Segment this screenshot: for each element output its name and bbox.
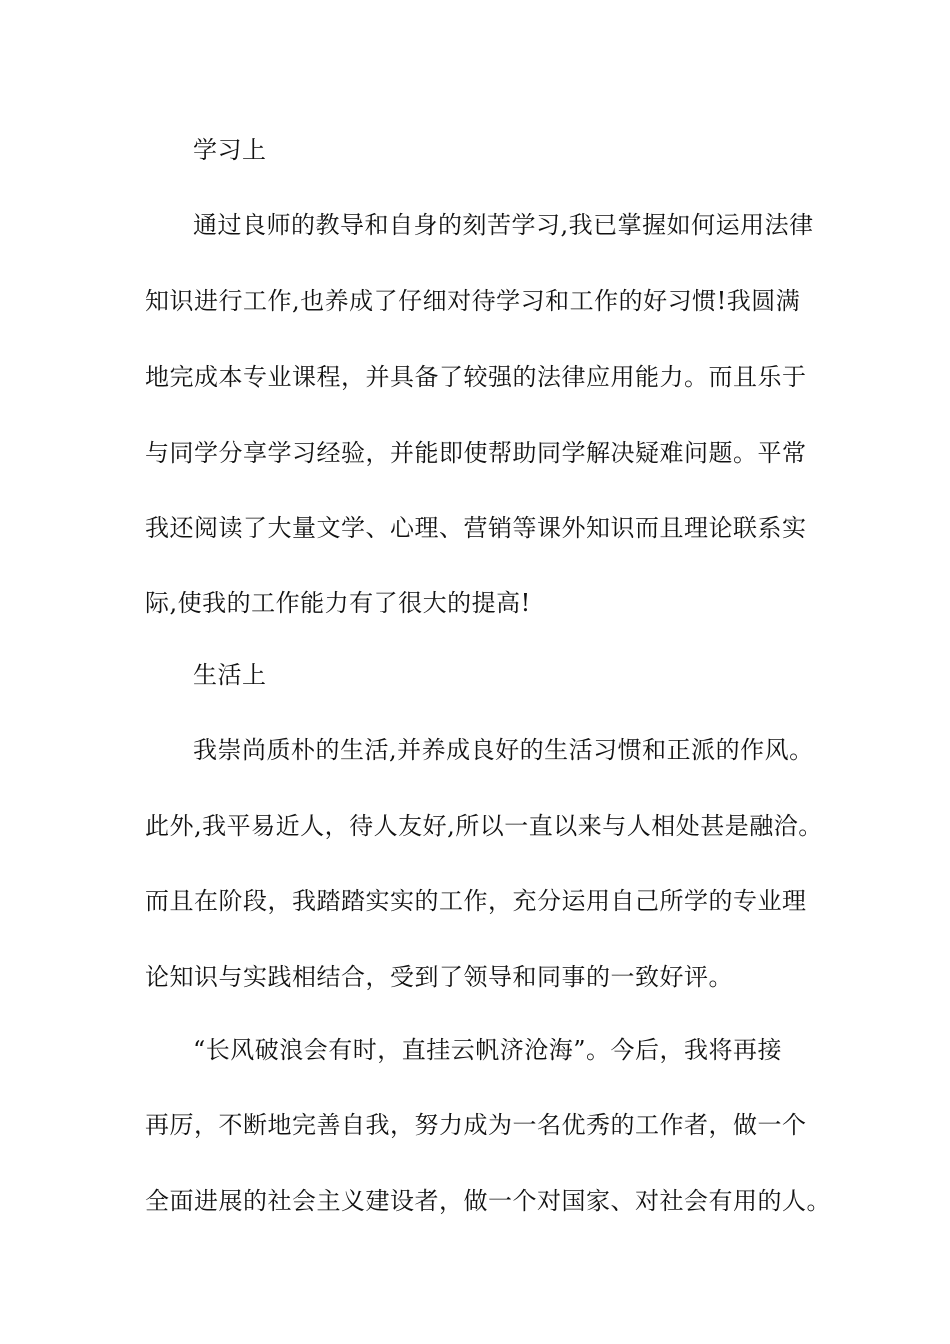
paragraph-line: 而且在阶段，我踏踏实实的工作，充分运用自己所学的专业理 <box>145 887 807 915</box>
paragraph-line: 此外,我平易近人，待人友好,所以一直以来与人相处甚是融洽。 <box>145 812 823 840</box>
paragraph-line: 论知识与实践相结合，受到了领导和同事的一致好评。 <box>145 963 733 991</box>
paragraph-line: 知识进行工作,也养成了仔细对待学习和工作的好习惯!我圆满 <box>145 287 801 315</box>
paragraph-line: 我还阅读了大量文学、心理、营销等课外知识而且理论联系实 <box>145 514 807 542</box>
paragraph-line: 通过良师的教导和自身的刻苦学习,我已掌握如何运用法律 <box>193 211 814 239</box>
paragraph-line: 我崇尚质朴的生活,并养成良好的生活习惯和正派的作风。 <box>193 736 814 764</box>
heading-study: 学习上 <box>193 136 267 164</box>
paragraph-line: 与同学分享学习经验，并能即使帮助同学解决疑难问题。平常 <box>145 439 807 467</box>
paragraph-line: 地完成本专业课程，并具备了较强的法律应用能力。而且乐于 <box>145 363 807 391</box>
heading-life: 生活上 <box>193 661 267 689</box>
paragraph-line: 全面进展的社会主义建设者，做一个对国家、对社会有用的人。 <box>145 1187 831 1215</box>
paragraph-line: 际,使我的工作能力有了很大的提高! <box>145 589 531 617</box>
paragraph-line: “长风破浪会有时，直挂云帆济沧海”。今后，我将再接 <box>193 1036 783 1064</box>
paragraph-line: 再厉，不断地完善自我，努力成为一名优秀的工作者，做一个 <box>145 1111 807 1139</box>
